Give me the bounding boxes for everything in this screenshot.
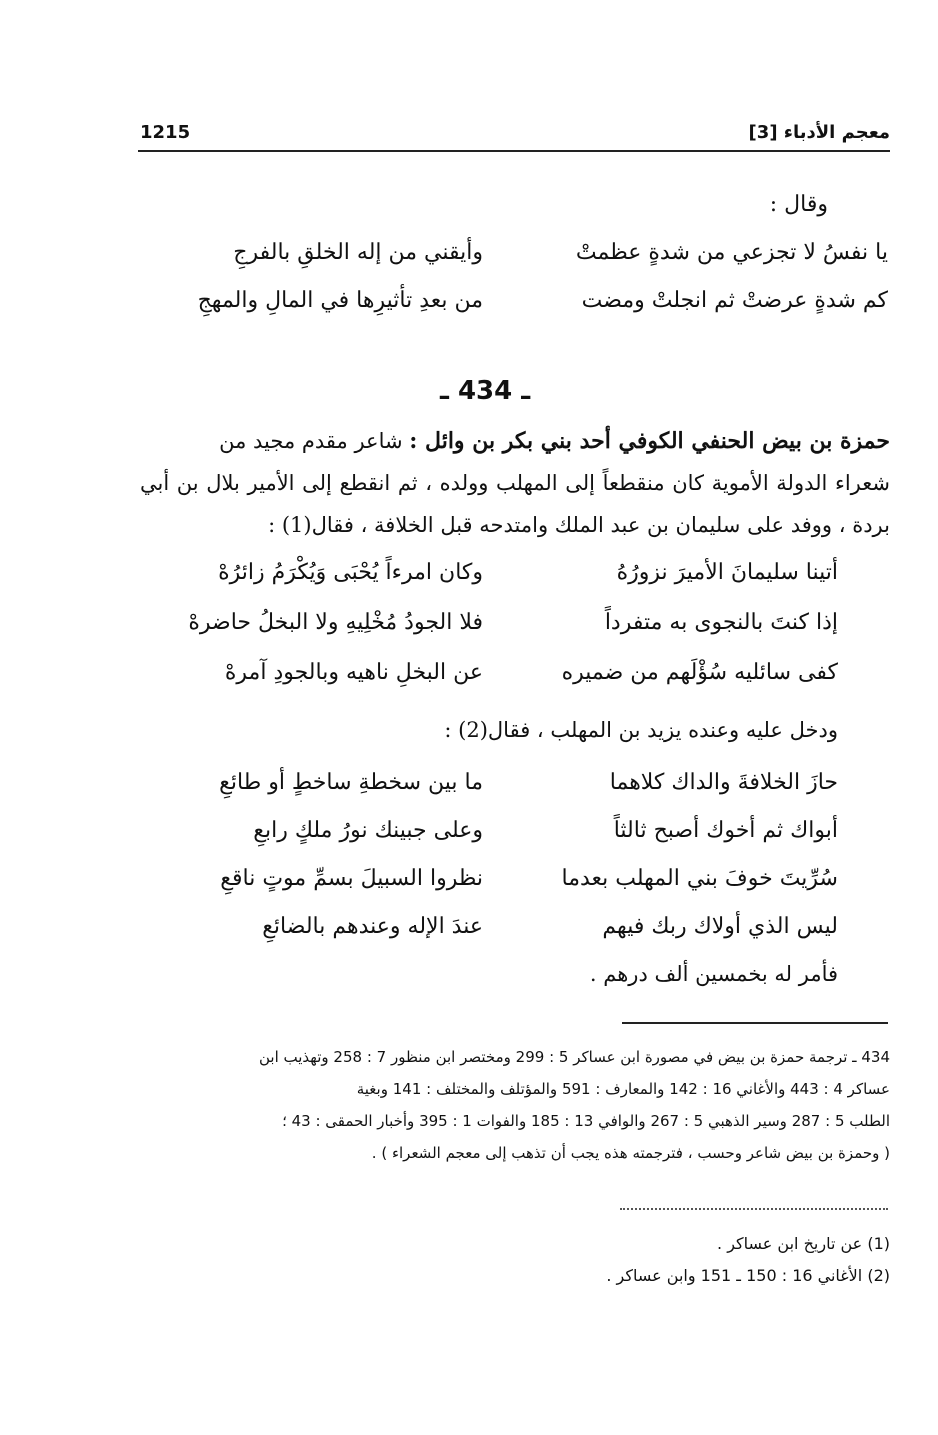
footnote-2: (2) الأغاني 16 : 150 ـ 151 وابن عساكر . bbox=[606, 1266, 890, 1285]
entry-prose-line-1: شاعر مقدم مجيد من bbox=[219, 429, 403, 453]
source-note-line-1: 434 ـ ترجمة حمزة بن بيض في مصورة ابن عساكر 5 : 299 ومختصر ابن منظور 7 : 258 وتهذيب ابن bbox=[258, 1048, 890, 1066]
source-note-line-3: الطلب 5 : 287 وسير الذهبي 5 : 267 والوافي 13 : 185 والفوات 1 : 395 وأخبار الحمقى : 43 ؛ bbox=[282, 1112, 890, 1130]
header-rule bbox=[138, 150, 890, 152]
poem1-verse-1-right: أتينا سليمانَ الأميرَ نزورُهُ bbox=[616, 560, 838, 585]
poem2-verse-3-left: نظروا السبيلَ بسمِّ موتٍ ناقعِ bbox=[220, 866, 483, 891]
intro-verse-1-left: وأيقني من إله الخلقِ بالفرجِ bbox=[233, 240, 483, 265]
poem2-verse-1-right: حازَ الخلافةَ والداك كلاهما bbox=[609, 770, 838, 795]
poem2-verse-1-left: ما بين سخطةِ ساخطٍ أو طائعِ bbox=[219, 770, 483, 795]
intro-verse-2-left: من بعدِ تأثيرِها في المالِ والمهجِ bbox=[197, 288, 483, 313]
running-title: معجم الأدباء [3] bbox=[748, 122, 890, 143]
entry-prose-line-3: بردة ، ووفد على سليمان بن عبد الملك وامتدحه قبل الخلافة ، فقال(1) : bbox=[268, 513, 890, 537]
transition-line: ودخل عليه وعنده يزيد بن المهلب ، فقال(2) : bbox=[444, 718, 838, 742]
poem2-verse-4-left: عندَ الإله وعندهم بالضائعِ bbox=[262, 914, 483, 939]
poem1-verse-2-left: فلا الجودُ مُخْلِيهِ ولا البخلُ حاضرهْ bbox=[188, 610, 483, 635]
entry-number: ـ 434 ـ bbox=[440, 376, 531, 406]
poem2-verse-2-right: أبواك ثم أخوك أصبح ثالثاً bbox=[613, 818, 838, 843]
poem1-verse-3-left: عن البخلِ ناهيه وبالجودِ آمرهْ bbox=[224, 660, 483, 685]
intro-label: وقال : bbox=[769, 192, 828, 217]
poem2-verse-3-right: سُرِّيتَ خوفَ بني المهلب بعدما bbox=[561, 866, 838, 891]
footnote-1: (1) عن تاريخ ابن عساكر . bbox=[717, 1234, 890, 1253]
intro-verse-1-right: يا نفسُ لا تجزعي من شدةٍ عظمتْ bbox=[575, 240, 888, 265]
intro-verse-2-right: كم شدةٍ عرضتْ ثم انجلتْ ومضت bbox=[581, 288, 888, 313]
entry-name: حمزة بن بيض الحنفي الكوفي أحد بني بكر بن وائل : bbox=[409, 428, 890, 454]
poem2-verse-2-left: وعلى جبينك نورُ ملكٍ رابعِ bbox=[253, 818, 483, 843]
poem1-verse-2-right: إذا كنتَ بالنجوى به متفرداً bbox=[604, 610, 838, 635]
footnote-dotted-rule bbox=[620, 1208, 888, 1210]
page-number: 1215 bbox=[140, 122, 191, 143]
entry-prose-line-2: شعراء الدولة الأموية كان منقطعاً إلى المهلب وولده ، ثم انقطع إلى الأمير بلال بن أبي bbox=[140, 471, 890, 495]
entry-first-line bbox=[219, 428, 890, 454]
closing-line: فأمر له بخمسين ألف درهم . bbox=[589, 962, 838, 986]
poem1-verse-1-left: وكان امرءاً يُحْبَى وَيُكْرَمُ زائرُهْ bbox=[218, 560, 483, 585]
poem2-verse-4-right: ليس الذي أولاك ربك فيهم bbox=[602, 914, 838, 939]
poem1-verse-3-right: كفى سائليه سُؤْلَهم من ضميره bbox=[561, 660, 838, 685]
footnote-rule bbox=[622, 1022, 888, 1024]
source-note-line-4: ( وحمزة بن بيض شاعر وحسب ، فترجمته هذه يجب أن تذهب إلى معجم الشعراء ) . bbox=[371, 1144, 890, 1162]
source-note-line-2: عساكر 4 : 443 والأغاني 16 : 142 والمعارف : 591 والمؤتلف والمختلف : 141 وبغية bbox=[356, 1080, 890, 1098]
